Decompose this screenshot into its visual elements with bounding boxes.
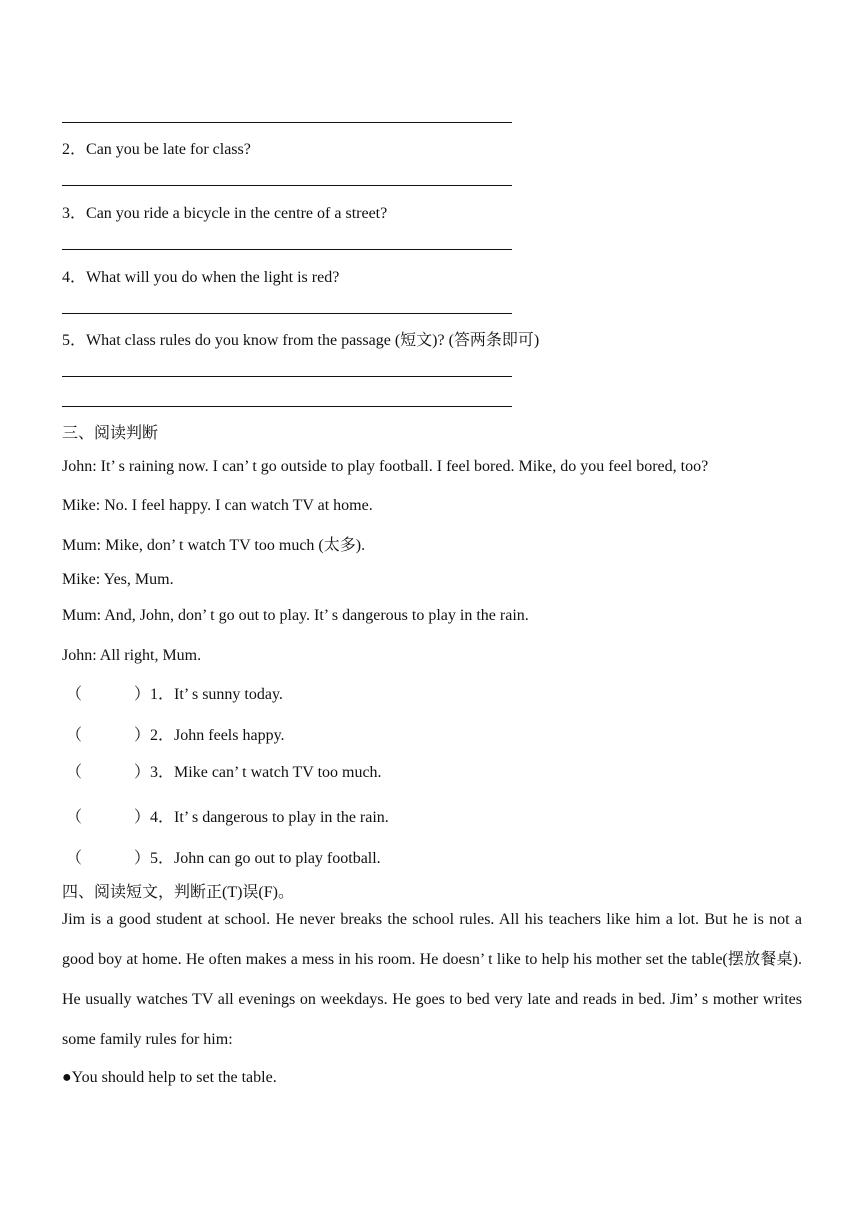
- answer-blank[interactable]: （ ）: [66, 764, 151, 781]
- judge-item-3: （ ）3．Mike can’ t watch TV too much.: [66, 764, 382, 781]
- item-text: Mike can’ t watch TV too much.: [174, 764, 382, 781]
- item-number: 3: [150, 764, 159, 781]
- section-3-title: 三、阅读判断: [62, 425, 159, 442]
- rule-bullet: ●You should help to set the table.: [62, 1069, 277, 1086]
- answer-blank[interactable]: （ ）: [66, 809, 151, 826]
- judge-item-5: （ ）5．John can go out to play football.: [66, 850, 381, 867]
- question-text: Can you be late for class?: [86, 141, 251, 158]
- question-text: Can you ride a bicycle in the centre of a street?: [86, 205, 388, 222]
- answer-line-3[interactable]: [62, 249, 512, 250]
- judge-item-1: （ ）1．It’ s sunny today.: [66, 686, 283, 703]
- dialogue-line: Mike: No. I feel happy. I can watch TV at home.: [62, 497, 373, 514]
- item-number: 1: [150, 686, 159, 703]
- question-number: 5: [62, 332, 70, 349]
- question-text: What class rules do you know from the passage (短文)? (答两条即可): [86, 332, 540, 349]
- question-number: 4: [62, 269, 70, 286]
- item-number: 2: [150, 727, 159, 744]
- question-2: 2．Can you be late for class?: [62, 141, 251, 158]
- question-5: 5．What class rules do you know from the passage (短文)? (答两条即可): [62, 332, 540, 349]
- answer-line-4[interactable]: [62, 313, 512, 314]
- dialogue-line: Mum: Mike, don’ t watch TV too much (太多).: [62, 537, 366, 554]
- dialogue-line: Mike: Yes, Mum.: [62, 571, 174, 588]
- answer-line-5a[interactable]: [62, 376, 512, 377]
- dialogue-line: John: All right, Mum.: [62, 647, 202, 664]
- question-text: What will you do when the light is red?: [86, 269, 340, 286]
- question-4: 4．What will you do when the light is red?: [62, 269, 340, 286]
- question-3: 3．Can you ride a bicycle in the centre of a street?: [62, 205, 388, 222]
- item-text: John feels happy.: [174, 727, 285, 744]
- dialogue-line: Mum: And, John, don’ t go out to play. It’ s dangerous to play in the rain.: [62, 607, 529, 624]
- question-number: 2: [62, 141, 70, 158]
- item-text: It’ s sunny today.: [174, 686, 283, 703]
- dialogue-line: John: It’ s raining now. I can’ t go outside to play football. I feel bored. Mike, do you feel bored, too?: [62, 458, 709, 475]
- question-number: 3: [62, 205, 70, 222]
- answer-line-5b[interactable]: [62, 406, 512, 407]
- judge-item-2: （ ）2．John feels happy.: [66, 727, 285, 744]
- reading-paragraph: Jim is a good student at school. He never breaks the school rules. All his teachers like him a lot. But he is not a good boy at home. He often makes a mess in his room. He doesn’ t like to help his mother set the table(摆放餐桌). He usually watches TV all evenings on weekdays. He goes to bed very late and reads in bed. Jim’ s mother writes some family rules for him:: [62, 911, 802, 1048]
- answer-blank[interactable]: （ ）: [66, 686, 151, 703]
- section-4-title: 四、阅读短文，判断正(T)误(F)。: [62, 884, 294, 901]
- item-text: It’ s dangerous to play in the rain.: [174, 809, 389, 826]
- item-text: John can go out to play football.: [174, 850, 381, 867]
- judge-item-4: （ ）4．It’ s dangerous to play in the rain.: [66, 809, 389, 826]
- answer-line-2[interactable]: [62, 185, 512, 186]
- item-number: 4: [150, 809, 159, 826]
- answer-line-1[interactable]: [62, 122, 512, 123]
- item-number: 5: [150, 850, 159, 867]
- answer-blank[interactable]: （ ）: [66, 727, 151, 744]
- answer-blank[interactable]: （ ）: [66, 850, 151, 867]
